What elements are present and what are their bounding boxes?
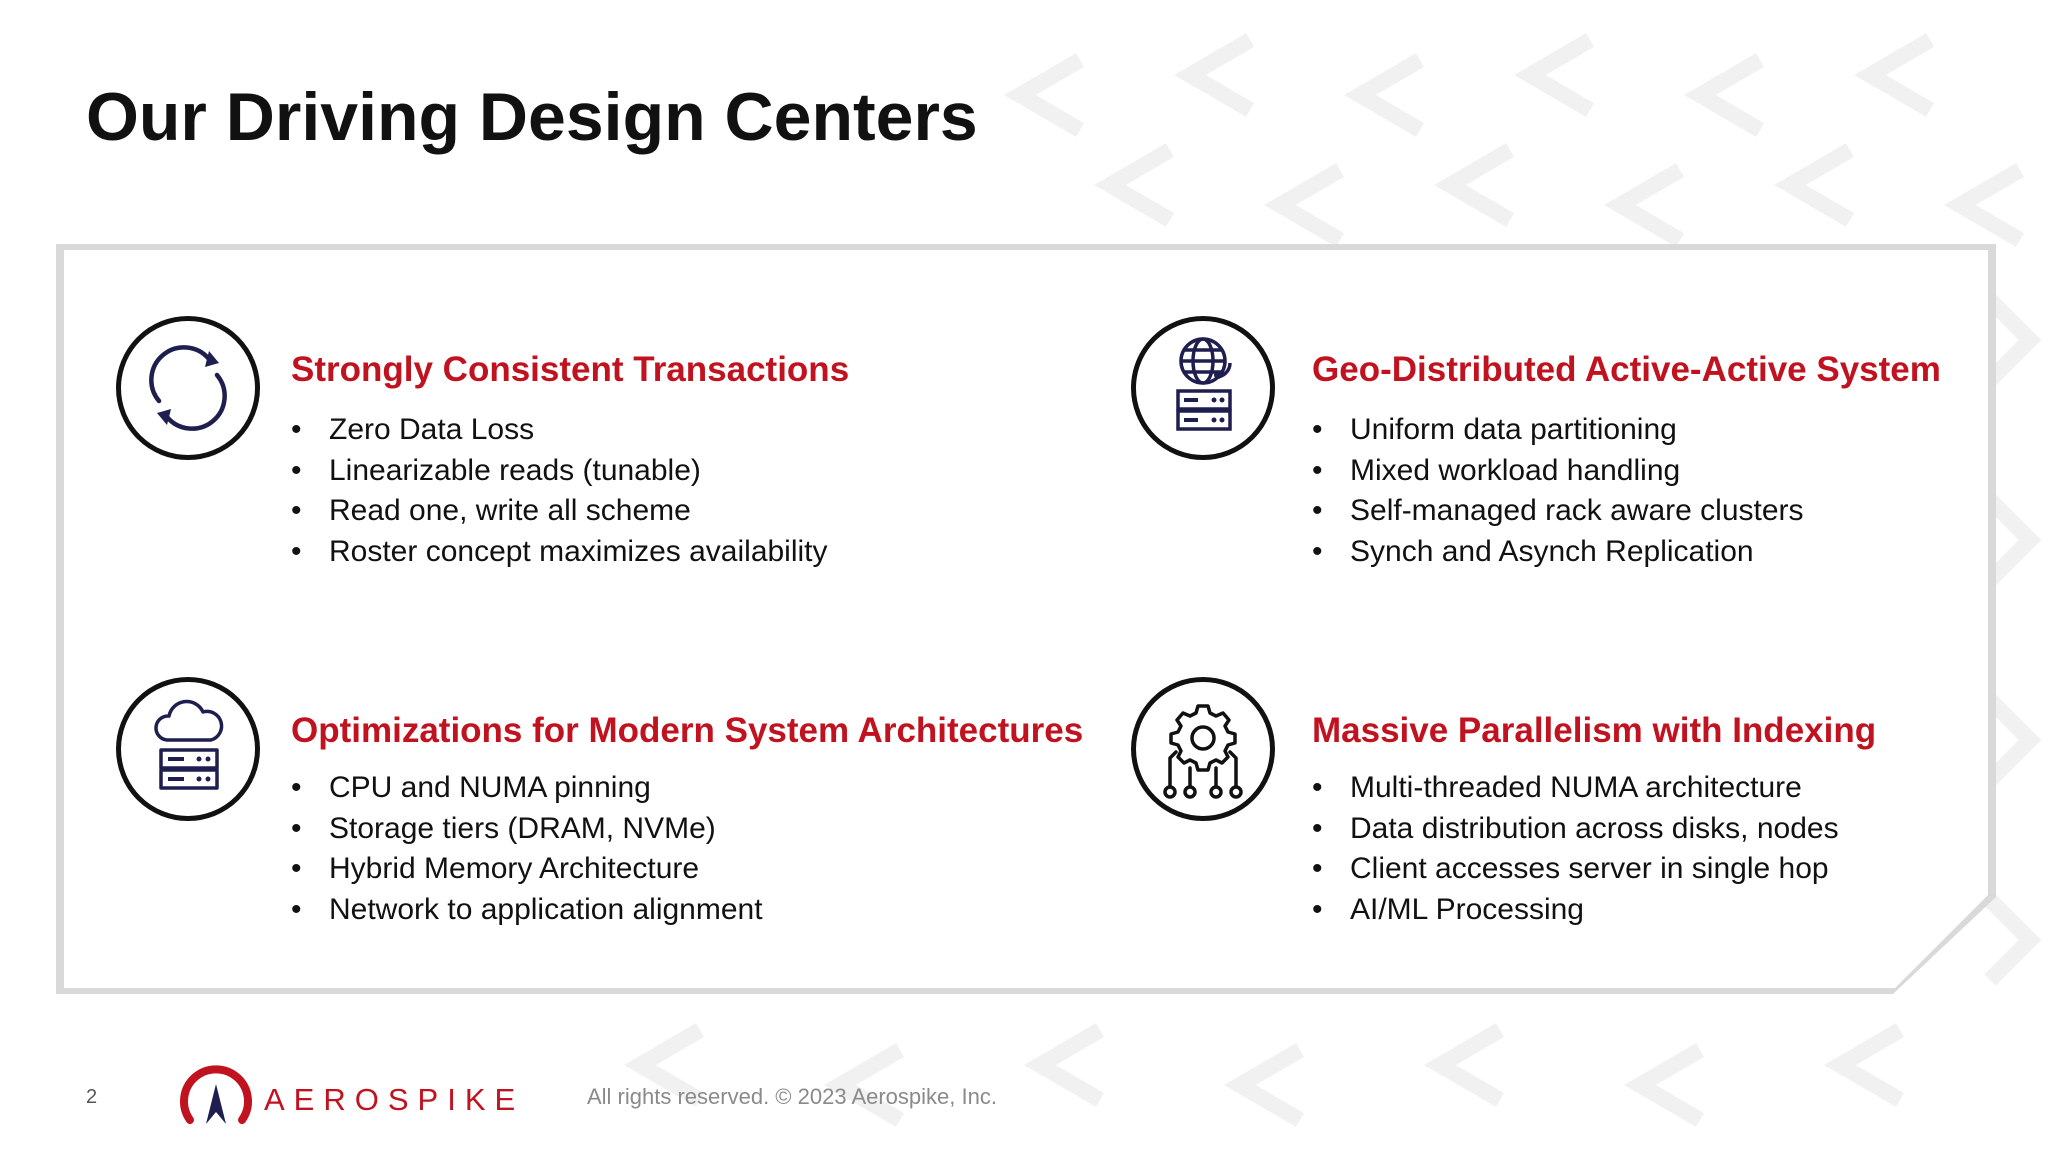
list-item: • Linearizable reads (tunable) <box>291 451 828 492</box>
list-item: • CPU and NUMA pinning <box>291 768 763 809</box>
feature-heading: Optimizations for Modern System Architectures <box>291 711 1084 750</box>
aerospike-logo <box>176 1062 525 1134</box>
list-item: • Uniform data partitioning <box>1312 410 1804 451</box>
list-item: • Self-managed rack aware clusters <box>1312 491 1804 532</box>
feature-bullet-list <box>291 410 828 572</box>
feature-bullet-list <box>1312 410 1804 572</box>
feature-bullet-list <box>1312 768 1839 930</box>
feature-bullet-list <box>291 768 763 930</box>
list-item: • Roster concept maximizes availability <box>291 532 828 573</box>
list-item: • Data distribution across disks, nodes <box>1312 809 1839 850</box>
list-item: • Network to application alignment <box>291 890 763 931</box>
feature-heading: Strongly Consistent Transactions <box>291 350 850 389</box>
cloud-server-icon <box>116 677 260 821</box>
gear-network-icon <box>1131 677 1275 821</box>
feature-heading: Geo-Distributed Active-Active System <box>1312 350 1941 389</box>
list-item: • Storage tiers (DRAM, NVMe) <box>291 809 763 850</box>
list-item: • Mixed workload handling <box>1312 451 1804 492</box>
page-number: 2 <box>86 1086 98 1108</box>
logo-wordmark: AEROSPIKE <box>264 1082 525 1117</box>
feature-heading: Massive Parallelism with Indexing <box>1312 711 1877 750</box>
globe-server-icon <box>1131 316 1275 460</box>
list-item: • Synch and Asynch Replication <box>1312 532 1804 573</box>
list-item: • Zero Data Loss <box>291 410 828 451</box>
list-item: • Client accesses server in single hop <box>1312 849 1839 890</box>
copyright-text: All rights reserved. © 2023 Aerospike, Inc. <box>587 1084 997 1109</box>
aerospike-mark-icon <box>176 1062 256 1134</box>
slide-title: Our Driving Design Centers <box>86 79 978 155</box>
sync-arrows-icon <box>116 316 260 460</box>
list-item: • Read one, write all scheme <box>291 491 828 532</box>
list-item: • Multi-threaded NUMA architecture <box>1312 768 1839 809</box>
list-item: • Hybrid Memory Architecture <box>291 849 763 890</box>
list-item: • AI/ML Processing <box>1312 890 1839 931</box>
